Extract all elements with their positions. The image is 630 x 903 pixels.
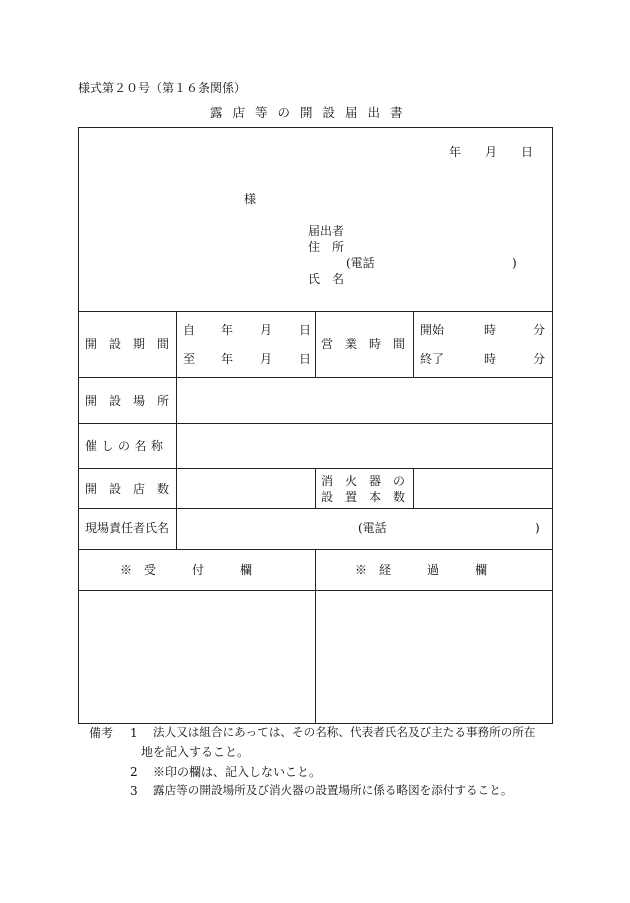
date-year: 年 xyxy=(449,145,462,159)
hours-end-minute: 分 xyxy=(533,352,546,366)
period-to-label: 至 xyxy=(183,352,196,366)
period-from-month: 月 xyxy=(260,323,273,337)
period-to-day: 日 xyxy=(299,352,312,366)
note-1-text: 法人又は組合にあっては、その名称、代表者氏名及び主たる事務所の所在 xyxy=(153,725,536,739)
opening-place-field[interactable] xyxy=(177,378,552,422)
note-1-continuation: 地を記入すること。 xyxy=(141,745,250,759)
period-from-day: 日 xyxy=(299,323,312,337)
name-label: 氏 名 xyxy=(308,272,345,286)
applicant-label: 届出者 xyxy=(308,224,345,238)
note-3-number: 3 xyxy=(130,784,138,798)
date-day: 日 xyxy=(521,145,534,159)
document-title: 露店等の開設届出書 xyxy=(210,105,413,120)
period-from-label: 自 xyxy=(183,323,196,337)
event-name-label: 催しの名称 xyxy=(85,439,168,453)
reception-column-header: ※ 受 付 欄 xyxy=(120,563,253,577)
extinguisher-label-line2: 設 置 本 数 xyxy=(321,490,406,504)
col-office-divider xyxy=(315,549,316,724)
progress-column-header: ※ 経 過 欄 xyxy=(355,563,488,577)
phone-close: ) xyxy=(512,256,517,270)
notes-heading: 備考 xyxy=(89,726,114,740)
period-to-year: 年 xyxy=(221,352,234,366)
period-from-year: 年 xyxy=(221,323,234,337)
hours-start-label: 開始 xyxy=(420,323,445,337)
note-2-number: 2 xyxy=(130,765,138,779)
business-hours-label: 営 業 時 間 xyxy=(321,337,406,351)
opening-place-label: 開 設 場 所 xyxy=(85,394,170,408)
date-month: 月 xyxy=(485,145,498,159)
note-3-text: 露店等の開設場所及び消火器の設置場所に係る略図を添付すること。 xyxy=(153,783,513,797)
rule-stores xyxy=(78,508,553,509)
hours-start-hour: 時 xyxy=(484,323,497,337)
hours-end-label: 終了 xyxy=(420,352,445,366)
period-to-month: 月 xyxy=(260,352,273,366)
opening-period-label: 開 設 期 間 xyxy=(85,337,170,351)
address-label: 住 所 xyxy=(308,240,345,254)
manager-phone-open: (電話 xyxy=(358,521,387,535)
addressee-suffix: 様 xyxy=(244,192,257,206)
event-name-field[interactable] xyxy=(177,424,552,467)
phone-open: (電話 xyxy=(346,256,375,270)
extinguisher-label-line1: 消 火 器 の xyxy=(321,474,406,488)
manager-phone-close: ) xyxy=(535,521,540,535)
store-count-field[interactable] xyxy=(177,469,314,507)
hours-start-minute: 分 xyxy=(533,323,546,337)
store-count-label: 開 設 店 数 xyxy=(85,482,170,496)
col-stores-divider xyxy=(315,468,316,508)
site-manager-label: 現場責任者氏名 xyxy=(85,521,170,535)
col-hours-divider xyxy=(413,311,414,377)
note-1-number: 1 xyxy=(130,726,138,740)
col-period-divider xyxy=(315,311,316,377)
extinguisher-count-field[interactable] xyxy=(414,469,552,507)
hours-end-hour: 時 xyxy=(484,352,497,366)
note-2-text: ※印の欄は、記入しないこと。 xyxy=(153,765,322,779)
form-number: 様式第２０号（第１６条関係） xyxy=(78,81,247,95)
